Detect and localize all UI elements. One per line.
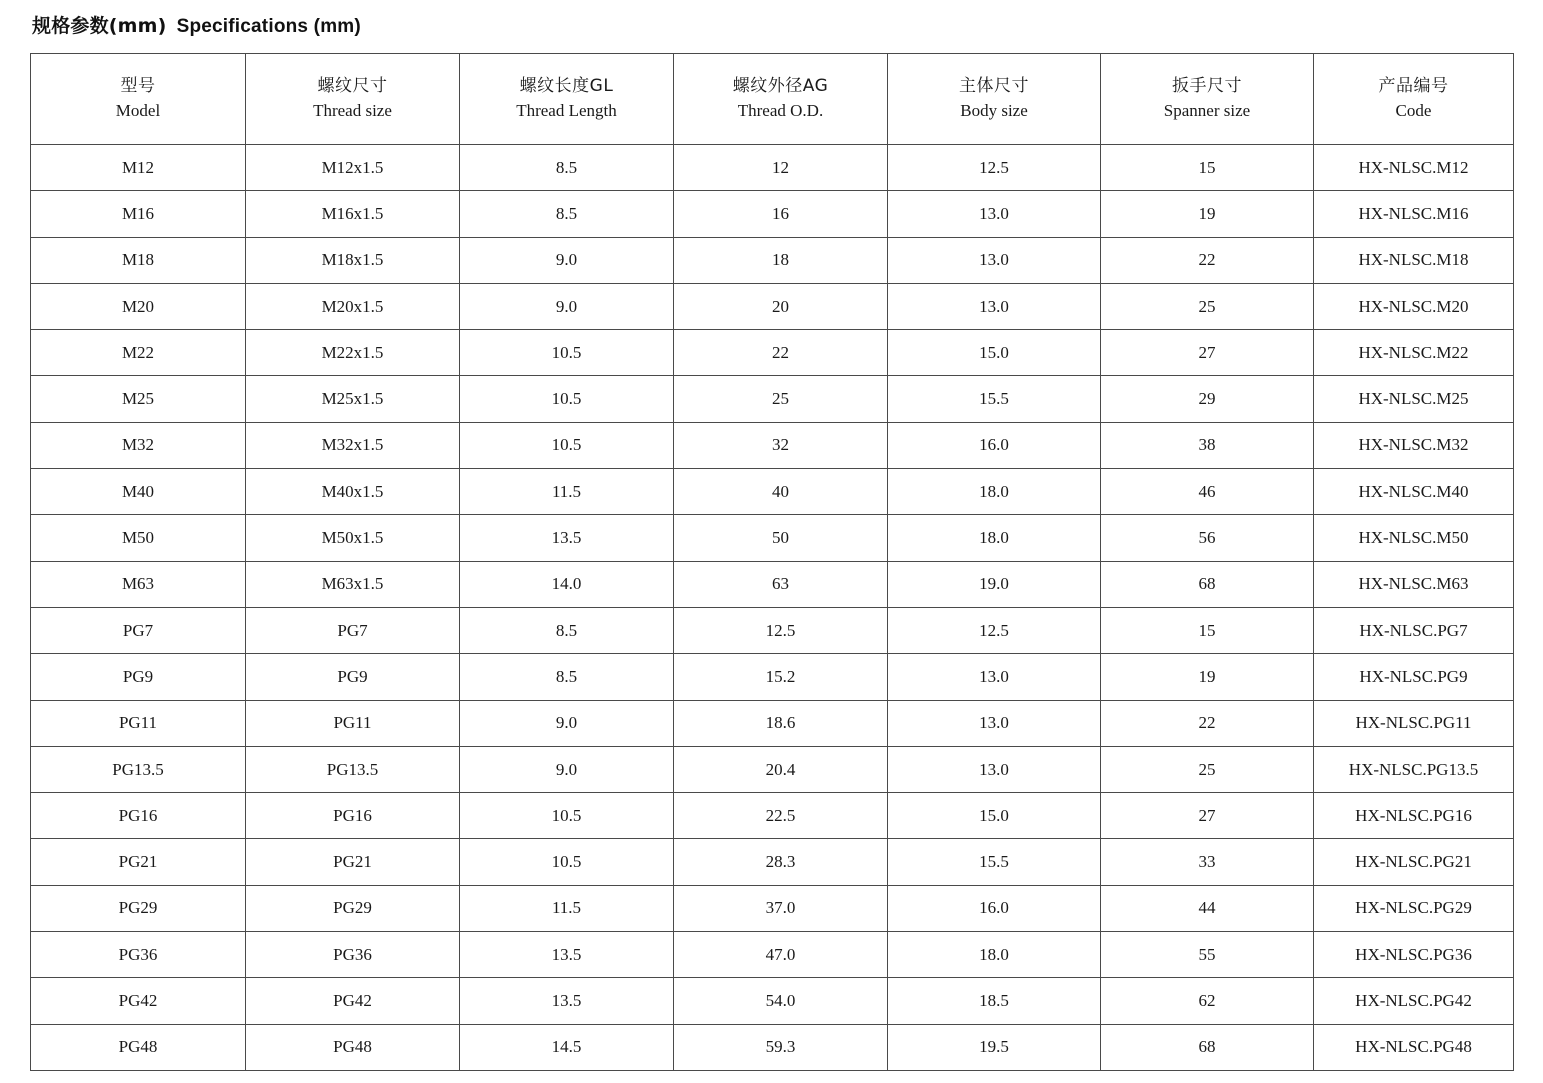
- table-cell: HX-NLSC.M20: [1314, 283, 1514, 329]
- table-cell: 13.5: [460, 978, 674, 1024]
- table-column-header: [1101, 54, 1314, 145]
- table-cell: 28.3: [674, 839, 888, 885]
- table-cell: HX-NLSC.PG36: [1314, 932, 1514, 978]
- table-cell: HX-NLSC.M16: [1314, 191, 1514, 237]
- table-cell: 62: [1101, 978, 1314, 1024]
- table-cell: 8.5: [460, 191, 674, 237]
- table-row: [31, 376, 1514, 422]
- table-cell: M20x1.5: [246, 283, 460, 329]
- table-row: [31, 932, 1514, 978]
- table-cell: 56: [1101, 515, 1314, 561]
- table-cell: 18.0: [888, 515, 1101, 561]
- table-cell: 12.5: [888, 145, 1101, 191]
- table-cell: 13.0: [888, 654, 1101, 700]
- table-cell: 68: [1101, 1024, 1314, 1070]
- table-cell: M25x1.5: [246, 376, 460, 422]
- table-cell: PG48: [31, 1024, 246, 1070]
- column-header-chinese: 螺纹长度GL: [519, 76, 614, 97]
- table-cell: PG7: [246, 607, 460, 653]
- table-cell: PG21: [246, 839, 460, 885]
- table-cell: HX-NLSC.PG7: [1314, 607, 1514, 653]
- table-cell: M16x1.5: [246, 191, 460, 237]
- column-header-english: Code: [1395, 101, 1432, 120]
- table-cell: PG7: [31, 607, 246, 653]
- table-row: [31, 191, 1514, 237]
- table-cell: 11.5: [460, 885, 674, 931]
- specifications-table: [30, 53, 1514, 1071]
- table-cell: 8.5: [460, 607, 674, 653]
- table-cell: 10.5: [460, 839, 674, 885]
- table-cell: 19: [1101, 191, 1314, 237]
- table-cell: 27: [1101, 330, 1314, 376]
- table-row: [31, 978, 1514, 1024]
- table-cell: 10.5: [460, 330, 674, 376]
- table-header-row: [31, 54, 1514, 145]
- table-cell: M25: [31, 376, 246, 422]
- table-cell: M40x1.5: [246, 469, 460, 515]
- table-cell: 13.0: [888, 283, 1101, 329]
- table-cell: PG13.5: [31, 746, 246, 792]
- column-header-english: Thread O.D.: [737, 101, 824, 120]
- table-cell: HX-NLSC.PG42: [1314, 978, 1514, 1024]
- table-cell: 9.0: [460, 283, 674, 329]
- table-cell: 37.0: [674, 885, 888, 931]
- table-cell: HX-NLSC.M50: [1314, 515, 1514, 561]
- column-header-english: Thread Length: [516, 101, 617, 120]
- table-cell: 15.0: [888, 330, 1101, 376]
- table-cell: 15.2: [674, 654, 888, 700]
- table-row: [31, 700, 1514, 746]
- table-row: [31, 237, 1514, 283]
- table-column-header: [246, 54, 460, 145]
- table-cell: PG21: [31, 839, 246, 885]
- table-column-header: [888, 54, 1101, 145]
- table-cell: M16: [31, 191, 246, 237]
- column-header-english: Spanner size: [1163, 101, 1251, 120]
- table-cell: M63x1.5: [246, 561, 460, 607]
- table-cell: HX-NLSC.PG9: [1314, 654, 1514, 700]
- table-cell: HX-NLSC.M63: [1314, 561, 1514, 607]
- table-cell: 18.0: [888, 469, 1101, 515]
- table-cell: 50: [674, 515, 888, 561]
- table-cell: 25: [674, 376, 888, 422]
- table-row: [31, 793, 1514, 839]
- table-cell: 12.5: [674, 607, 888, 653]
- table-cell: 20: [674, 283, 888, 329]
- table-row: [31, 515, 1514, 561]
- table-row: [31, 1024, 1514, 1070]
- table-cell: HX-NLSC.PG11: [1314, 700, 1514, 746]
- table-cell: 15: [1101, 607, 1314, 653]
- table-cell: PG48: [246, 1024, 460, 1070]
- table-cell: 13.0: [888, 191, 1101, 237]
- table-column-header: [460, 54, 674, 145]
- table-cell: PG11: [31, 700, 246, 746]
- column-header-chinese: 螺纹尺寸: [317, 76, 388, 97]
- table-cell: M20: [31, 283, 246, 329]
- table-cell: PG13.5: [246, 746, 460, 792]
- table-cell: M32: [31, 422, 246, 468]
- table-column-header: [674, 54, 888, 145]
- table-cell: M32x1.5: [246, 422, 460, 468]
- table-cell: PG11: [246, 700, 460, 746]
- column-header-english: Thread size: [313, 101, 392, 120]
- table-cell: 33: [1101, 839, 1314, 885]
- table-cell: 14.5: [460, 1024, 674, 1070]
- table-cell: 18: [674, 237, 888, 283]
- table-cell: 25: [1101, 746, 1314, 792]
- table-cell: 59.3: [674, 1024, 888, 1070]
- table-cell: M63: [31, 561, 246, 607]
- table-cell: 13.0: [888, 237, 1101, 283]
- table-cell: HX-NLSC.PG16: [1314, 793, 1514, 839]
- page-title-chinese: 规格参数(mm): [32, 15, 167, 37]
- table-cell: 13.0: [888, 700, 1101, 746]
- table-cell: 38: [1101, 422, 1314, 468]
- table-cell: HX-NLSC.PG29: [1314, 885, 1514, 931]
- table-cell: 20.4: [674, 746, 888, 792]
- table-cell: 18.6: [674, 700, 888, 746]
- table-cell: M18: [31, 237, 246, 283]
- table-cell: M50x1.5: [246, 515, 460, 561]
- table-cell: 9.0: [460, 237, 674, 283]
- table-cell: 19.5: [888, 1024, 1101, 1070]
- table-cell: PG29: [31, 885, 246, 931]
- table-cell: 15.5: [888, 376, 1101, 422]
- table-cell: HX-NLSC.M25: [1314, 376, 1514, 422]
- table-cell: 12: [674, 145, 888, 191]
- table-cell: 16: [674, 191, 888, 237]
- table-cell: HX-NLSC.M12: [1314, 145, 1514, 191]
- table-cell: 47.0: [674, 932, 888, 978]
- column-header-chinese: 型号: [120, 76, 156, 97]
- table-cell: 19.0: [888, 561, 1101, 607]
- table-cell: PG9: [31, 654, 246, 700]
- table-cell: M22: [31, 330, 246, 376]
- table-cell: PG16: [246, 793, 460, 839]
- page-title: [32, 14, 1513, 39]
- table-row: [31, 839, 1514, 885]
- table-cell: PG36: [31, 932, 246, 978]
- table-cell: 19: [1101, 654, 1314, 700]
- table-cell: 54.0: [674, 978, 888, 1024]
- table-cell: 32: [674, 422, 888, 468]
- table-row: [31, 746, 1514, 792]
- table-cell: 55: [1101, 932, 1314, 978]
- column-header-chinese: 产品编号: [1378, 76, 1449, 97]
- column-header-english: Model: [115, 101, 161, 120]
- table-column-header: [31, 54, 246, 145]
- table-cell: HX-NLSC.M18: [1314, 237, 1514, 283]
- table-cell: HX-NLSC.PG13.5: [1314, 746, 1514, 792]
- table-cell: M40: [31, 469, 246, 515]
- table-row: [31, 885, 1514, 931]
- table-cell: 29: [1101, 376, 1314, 422]
- table-row: [31, 330, 1514, 376]
- table-cell: 68: [1101, 561, 1314, 607]
- table-cell: HX-NLSC.M40: [1314, 469, 1514, 515]
- table-cell: HX-NLSC.PG48: [1314, 1024, 1514, 1070]
- table-cell: 10.5: [460, 793, 674, 839]
- table-cell: 46: [1101, 469, 1314, 515]
- table-cell: M12: [31, 145, 246, 191]
- table-cell: 15.0: [888, 793, 1101, 839]
- table-cell: 18.0: [888, 932, 1101, 978]
- table-cell: 22.5: [674, 793, 888, 839]
- table-row: [31, 422, 1514, 468]
- table-cell: 15: [1101, 145, 1314, 191]
- column-header-chinese: 主体尺寸: [959, 76, 1029, 97]
- table-cell: 16.0: [888, 885, 1101, 931]
- table-cell: 44: [1101, 885, 1314, 931]
- table-cell: PG9: [246, 654, 460, 700]
- table-cell: 22: [1101, 237, 1314, 283]
- table-row: [31, 561, 1514, 607]
- table-cell: 14.0: [460, 561, 674, 607]
- table-cell: 22: [674, 330, 888, 376]
- column-header-chinese: 螺纹外径AG: [732, 76, 829, 97]
- table-cell: 10.5: [460, 422, 674, 468]
- table-cell: 63: [674, 561, 888, 607]
- table-cell: M50: [31, 515, 246, 561]
- table-cell: PG29: [246, 885, 460, 931]
- table-cell: 27: [1101, 793, 1314, 839]
- table-cell: PG42: [31, 978, 246, 1024]
- table-body: [31, 145, 1514, 1071]
- table-cell: PG36: [246, 932, 460, 978]
- table-cell: M22x1.5: [246, 330, 460, 376]
- table-cell: 40: [674, 469, 888, 515]
- column-header-english: Body size: [960, 101, 1028, 120]
- table-cell: PG16: [31, 793, 246, 839]
- table-cell: 18.5: [888, 978, 1101, 1024]
- table-row: [31, 607, 1514, 653]
- table-cell: 8.5: [460, 145, 674, 191]
- table-cell: 25: [1101, 283, 1314, 329]
- table-cell: 16.0: [888, 422, 1101, 468]
- page-title-english: Specifications (mm): [176, 16, 361, 37]
- table-header: [31, 54, 1514, 145]
- table-cell: 8.5: [460, 654, 674, 700]
- table-column-header: [1314, 54, 1514, 145]
- table-cell: HX-NLSC.M32: [1314, 422, 1514, 468]
- table-cell: 11.5: [460, 469, 674, 515]
- table-row: [31, 469, 1514, 515]
- table-cell: 15.5: [888, 839, 1101, 885]
- table-cell: M18x1.5: [246, 237, 460, 283]
- table-row: [31, 654, 1514, 700]
- table-row: [31, 145, 1514, 191]
- table-cell: HX-NLSC.M22: [1314, 330, 1514, 376]
- table-row: [31, 283, 1514, 329]
- column-header-chinese: 扳手尺寸: [1172, 76, 1242, 97]
- table-cell: M12x1.5: [246, 145, 460, 191]
- table-cell: 9.0: [460, 746, 674, 792]
- table-cell: 13.0: [888, 746, 1101, 792]
- table-cell: PG42: [246, 978, 460, 1024]
- table-cell: 12.5: [888, 607, 1101, 653]
- table-cell: HX-NLSC.PG21: [1314, 839, 1514, 885]
- table-cell: 13.5: [460, 515, 674, 561]
- table-cell: 9.0: [460, 700, 674, 746]
- table-cell: 10.5: [460, 376, 674, 422]
- table-cell: 22: [1101, 700, 1314, 746]
- table-cell: 13.5: [460, 932, 674, 978]
